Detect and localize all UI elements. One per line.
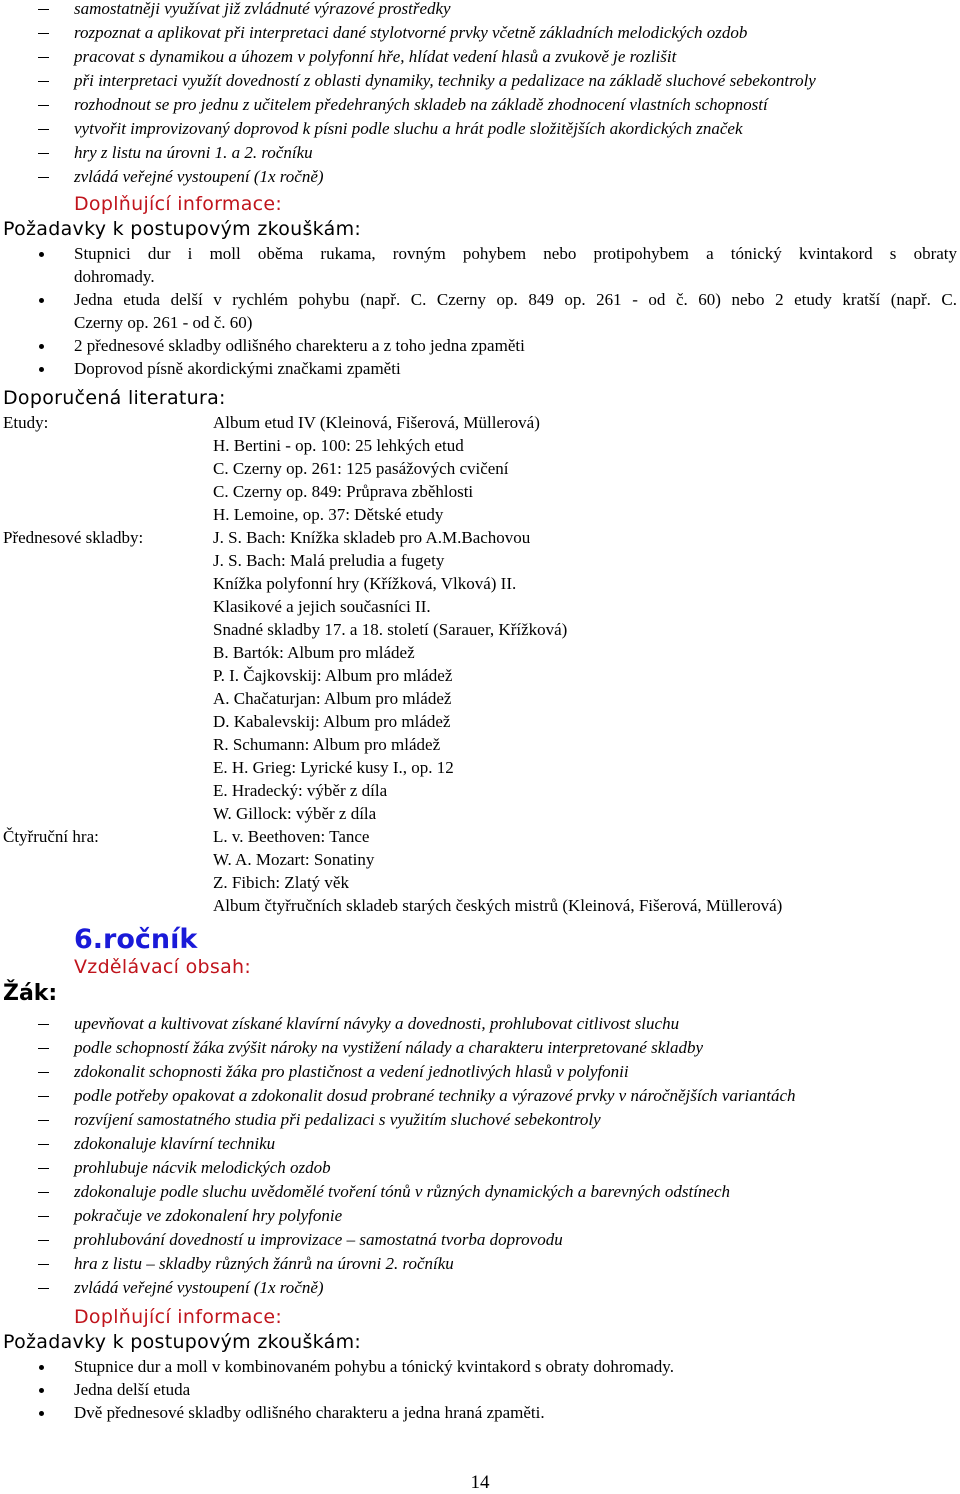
list-item: pokračuje ve zdokonalení hry polyfonie	[0, 1204, 960, 1228]
literature-row: W. A. Mozart: Sonatiny	[213, 850, 375, 869]
dash-bullet	[38, 81, 49, 82]
dash-bullet	[38, 105, 49, 106]
literature-row: Snadné skladby 17. a 18. století (Sarauer, Křížková)	[213, 620, 568, 639]
list-item: zdokonalit schopnosti žáka pro plastičnost a vedení jednotlivých hlasů v polyfonii	[0, 1060, 960, 1084]
recommended-literature	[0, 387, 960, 917]
dash-bullet	[38, 9, 49, 10]
dash-bullet	[38, 1024, 49, 1025]
exam-heading: Požadavky k postupovým zkouškám:	[3, 218, 362, 240]
grade-6-section	[0, 924, 960, 1008]
exam-item: Jedna delší etuda	[0, 1378, 960, 1401]
exam-item: Jedna etuda delší v rychlém pohybu (např. C. Czerny op. 849 op. 261 - od č. 60) nebo 2 etudy kratší (např. C. Czerny op. 261 - od č. 60)	[0, 288, 957, 334]
list-item: při interpretaci využít dovedností z oblasti dynamiky, techniky a pedalizace na základě sluchové sebekontroly	[0, 69, 960, 93]
exam-item: Stupnici dur i moll oběma rukama, rovným pohybem nebo protipohybem a tónický kvintakord s obraty dohromady.	[0, 242, 957, 288]
dash-bullet	[38, 1192, 49, 1193]
list-item: prohlubuje nácvik melodických ozdob	[0, 1156, 960, 1180]
exam-heading: Požadavky k postupovým zkouškám:	[3, 1331, 362, 1353]
list-item: hra z listu – skladby různých žánrů na úrovni 2. ročníku	[0, 1252, 960, 1276]
exam-item: Dvě přednesové skladby odlišného charakteru a jedna hraná zpaměti.	[0, 1401, 960, 1424]
bullet-dot	[39, 1388, 44, 1393]
grade-6-exam-requirements	[0, 1306, 960, 1424]
literature-row: Z. Fibich: Zlatý věk	[213, 873, 349, 892]
exam-item: 2 přednesové skladby odlišného charekteru a z toho jedna zpaměti	[0, 334, 957, 357]
list-item: rozpoznat a aplikovat při interpretaci dané stylotvorné prvky včetně základních melodických ozdob	[0, 21, 960, 45]
dash-bullet	[38, 129, 49, 130]
literature-row: C. Czerny op. 849: Průprava zběhlosti	[213, 482, 474, 501]
section-exam-requirements	[0, 193, 960, 380]
dash-bullet	[38, 57, 49, 58]
list-item: zdokonaluje podle sluchu uvědomělé tvoření tónů v různých dynamických a barevných odstínech	[0, 1180, 960, 1204]
list-item: podle schopností žáka zvýšit nároky na vystižení nálady a charakteru interpretované skladby	[0, 1036, 960, 1060]
list-item: samostatněji využívat již zvládnuté výrazové prostředky	[0, 0, 960, 21]
dash-bullet	[38, 1096, 49, 1097]
grade-title: 6.ročník	[74, 924, 198, 955]
dash-bullet	[38, 1144, 49, 1145]
literature-row: H. Lemoine, op. 37: Dětské etudy	[213, 505, 444, 524]
dash-bullet	[38, 1072, 49, 1073]
dash-bullet	[38, 1240, 49, 1241]
list-item: prohlubování dovedností u improvizace – samostatná tvorba doprovodu	[0, 1228, 960, 1252]
literature-row: Knížka polyfonní hry (Křížková, Vlková) II.	[213, 574, 517, 593]
literature-row: H. Bertini - op. 100: 25 lehkých etud	[213, 436, 464, 455]
bullet-dot	[39, 252, 44, 257]
bullet-dot	[39, 1411, 44, 1416]
bullet-dot	[39, 367, 44, 372]
pupil-heading: Žák:	[3, 981, 58, 1006]
literature-row: W. Gillock: výběr z díla	[213, 804, 377, 823]
literature-row: C. Czerny op. 261: 125 pasážových cvičení	[213, 459, 509, 478]
page-number: 14	[470, 1472, 490, 1493]
literature-row: Klasikové a jejich současníci II.	[213, 597, 431, 616]
literature-row: P. I. Čajkovskij: Album pro mládež	[213, 666, 453, 685]
content-heading: Vzdělávací obsah:	[74, 956, 252, 978]
list-item: rozvíjení samostatného studia při pedalizaci s využitím sluchové sebekontroly	[0, 1108, 960, 1132]
dash-bullet	[38, 177, 49, 178]
list-item: zvládá veřejné vystoupení (1x ročně)	[0, 1276, 960, 1300]
literature-row: J. S. Bach: Malá preludia a fugety	[213, 551, 445, 570]
dash-bullet	[38, 1048, 49, 1049]
literature-row: R. Schumann: Album pro mládež	[213, 735, 441, 754]
literature-row: D. Kabalevskij: Album pro mládež	[213, 712, 451, 731]
info-heading: Doplňující informace:	[74, 1306, 283, 1328]
literature-row: Čtyřruční hra: L. v. Beethoven: Tance	[3, 827, 370, 846]
list-item: zvládá veřejné vystoupení (1x ročně)	[0, 165, 960, 189]
dash-bullet	[38, 1120, 49, 1121]
dash-bullet	[38, 1168, 49, 1169]
top-objectives-list	[0, 0, 960, 189]
exam-item: Stupnice dur a moll v kombinovaném pohybu a tónický kvintakord s obraty dohromady.	[0, 1355, 960, 1378]
exam-item: Doprovod písně akordickými značkami zpaměti	[0, 357, 957, 380]
list-item: vytvořit improvizovaný doprovod k písni podle sluchu a hrát podle složitějších akordických značek	[0, 117, 960, 141]
list-item: hry z listu na úrovni 1. a 2. ročníku	[0, 141, 960, 165]
list-item: podle potřeby opakovat a zdokonalit dosud probrané techniky a výrazové prvky v náročnějších variantách	[0, 1084, 960, 1108]
literature-row: B. Bartók: Album pro mládež	[213, 643, 415, 662]
dash-bullet	[38, 1216, 49, 1217]
literature-row: A. Chačaturjan: Album pro mládež	[213, 689, 452, 708]
grade-6-objectives-list	[0, 1012, 960, 1300]
bullet-dot	[39, 298, 44, 303]
literature-row: Etudy: Album etud IV (Kleinová, Fišerová, Müllerová)	[3, 413, 540, 432]
info-heading: Doplňující informace:	[74, 193, 283, 215]
literature-row: Album čtyřručních skladeb starých českých mistrů (Kleinová, Fišerová, Müllerová)	[213, 896, 783, 915]
literature-row: E. H. Grieg: Lyrické kusy I., op. 12	[213, 758, 454, 777]
dash-bullet	[38, 1288, 49, 1289]
list-item: upevňovat a kultivovat získané klavírní návyky a dovednosti, prohlubovat citlivost sluchu	[0, 1012, 960, 1036]
dash-bullet	[38, 153, 49, 154]
bullet-dot	[39, 1365, 44, 1370]
dash-bullet	[38, 33, 49, 34]
list-item: rozhodnout se pro jednu z učitelem předehraných skladeb na základě zhodnocení vlastních schopností	[0, 93, 960, 117]
literature-heading: Doporučená literatura:	[3, 387, 226, 409]
list-item: zdokonaluje klavírní techniku	[0, 1132, 960, 1156]
dash-bullet	[38, 1264, 49, 1265]
literature-row: Přednesové skladby: J. S. Bach: Knížka skladeb pro A.M.Bachovou	[3, 528, 531, 547]
bullet-dot	[39, 344, 44, 349]
list-item: pracovat s dynamikou a úhozem v polyfonní hře, hlídat vedení hlasů a zvukově je rozlišit	[0, 45, 960, 69]
literature-row: E. Hradecký: výběr z díla	[213, 781, 388, 800]
